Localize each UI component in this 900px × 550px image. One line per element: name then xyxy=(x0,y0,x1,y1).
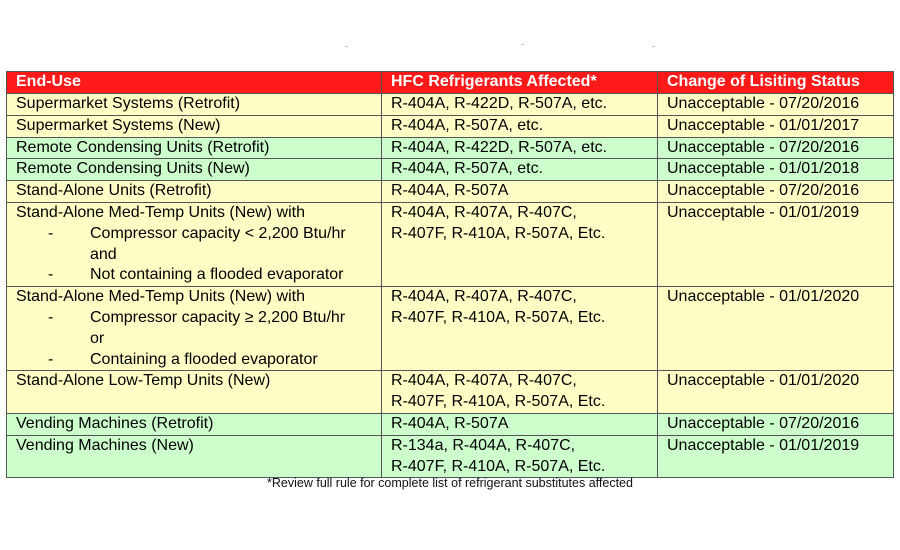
table-row xyxy=(7,94,894,116)
end-use-label: Stand-Alone Med-Temp Units (New) with xyxy=(16,203,305,221)
dash-bullet: - xyxy=(48,308,54,326)
status-cell: Unacceptable - 01/01/2020 xyxy=(658,371,894,414)
status-cell: Unacceptable - 01/01/2017 xyxy=(658,115,894,137)
table-row xyxy=(7,181,894,203)
table-row xyxy=(7,287,894,371)
table-row xyxy=(7,371,894,414)
refrigerants-cell xyxy=(382,413,658,435)
refrigerants-cell xyxy=(382,202,658,286)
table-row xyxy=(7,413,894,435)
refrigerants-cell xyxy=(382,181,658,203)
table-row xyxy=(7,435,894,478)
end-use-conditions xyxy=(16,308,381,370)
table-row xyxy=(7,159,894,181)
refrigerants-cell xyxy=(382,115,658,137)
condition-connector: or xyxy=(90,329,105,347)
end-use-conditions xyxy=(16,224,381,286)
end-use-label: Stand-Alone Med-Temp Units (New) with xyxy=(16,288,305,306)
refrigerants-cell xyxy=(382,435,658,478)
artifact-speck xyxy=(652,46,655,47)
refrigerants-text: R-407F, R-410A, R-507A, Etc. xyxy=(391,457,606,475)
refrigerants-cell xyxy=(382,137,658,159)
header-end-use: End-Use xyxy=(7,72,382,94)
condition-item xyxy=(16,224,381,245)
footnote: *Review full rule for complete list of refrigerant substitutes affected xyxy=(267,476,633,490)
end-use-cell xyxy=(7,202,382,286)
refrigerants-text: R-404A, R-422D, R-507A, etc. xyxy=(391,138,608,156)
status-cell: Unacceptable - 01/01/2018 xyxy=(658,159,894,181)
table-row xyxy=(7,202,894,286)
end-use-cell xyxy=(7,115,382,137)
condition-text: Compressor capacity < 2,200 Btu/hr xyxy=(90,224,346,242)
refrigerants-cell xyxy=(382,371,658,414)
refrigerants-text: R-134a, R-404A, R-407C, xyxy=(391,436,576,454)
end-use-label: Vending Machines (New) xyxy=(16,436,194,454)
table-row xyxy=(7,115,894,137)
refrigerants-cell xyxy=(382,159,658,181)
hfc-refrigerants-table xyxy=(6,71,894,478)
status-cell: Unacceptable - 07/20/2016 xyxy=(658,413,894,435)
end-use-cell xyxy=(7,137,382,159)
header-hfc-refrigerants: HFC Refrigerants Affected* xyxy=(382,72,658,94)
table-row xyxy=(7,137,894,159)
condition-text: Not containing a flooded evaporator xyxy=(90,266,344,284)
status-cell: Unacceptable - 07/20/2016 xyxy=(658,94,894,116)
refrigerants-text: R-404A, R-507A, etc. xyxy=(391,160,544,178)
status-cell: Unacceptable - 07/20/2016 xyxy=(658,137,894,159)
refrigerants-text: R-407F, R-410A, R-507A, Etc. xyxy=(391,224,606,242)
top-artifacts xyxy=(0,44,900,50)
end-use-cell xyxy=(7,435,382,478)
condition-item xyxy=(16,308,381,329)
refrigerants-cell xyxy=(382,94,658,116)
end-use-label: Stand-Alone Low-Temp Units (New) xyxy=(16,372,271,390)
end-use-cell xyxy=(7,159,382,181)
status-cell: Unacceptable - 07/20/2016 xyxy=(658,181,894,203)
refrigerants-text: R-404A, R-407A, R-407C, xyxy=(391,288,577,306)
end-use-cell xyxy=(7,94,382,116)
end-use-cell xyxy=(7,371,382,414)
refrigerants-text: R-404A, R-507A, etc. xyxy=(391,116,544,134)
artifact-speck xyxy=(521,44,524,45)
condition-text: Compressor capacity ≥ 2,200 Btu/hr xyxy=(90,308,346,326)
end-use-label: Supermarket Systems (Retrofit) xyxy=(16,95,241,112)
header-listing-status: Change of Lisiting Status xyxy=(658,72,894,94)
refrigerants-text: R-407F, R-410A, R-507A, Etc. xyxy=(391,308,606,326)
artifact-speck xyxy=(345,46,348,47)
end-use-cell xyxy=(7,181,382,203)
condition-item xyxy=(16,350,381,371)
refrigerants-cell xyxy=(382,287,658,371)
status-cell: Unacceptable - 01/01/2019 xyxy=(658,435,894,478)
dash-bullet: - xyxy=(48,350,54,368)
status-cell: Unacceptable - 01/01/2019 xyxy=(658,202,894,286)
end-use-label: Vending Machines (Retrofit) xyxy=(16,414,214,432)
condition-text: Containing a flooded evaporator xyxy=(90,350,318,368)
dash-bullet: - xyxy=(48,266,54,284)
refrigerants-text: R-404A, R-507A xyxy=(391,414,509,432)
refrigerants-text: R-404A, R-422D, R-507A, etc. xyxy=(391,95,608,112)
condition-item xyxy=(16,265,381,286)
dash-bullet: - xyxy=(48,224,54,242)
table-header-row xyxy=(7,72,894,94)
refrigerants-text: R-407F, R-410A, R-507A, Etc. xyxy=(391,393,606,411)
table-body xyxy=(7,94,894,478)
refrigerants-text: R-404A, R-507A xyxy=(391,182,509,200)
end-use-cell xyxy=(7,413,382,435)
condition-connector: and xyxy=(90,245,117,263)
end-use-label: Stand-Alone Units (Retrofit) xyxy=(16,182,212,200)
refrigerants-text: R-404A, R-407A, R-407C, xyxy=(391,372,577,390)
end-use-label: Supermarket Systems (New) xyxy=(16,116,221,134)
end-use-label: Remote Condensing Units (Retrofit) xyxy=(16,138,270,156)
end-use-cell xyxy=(7,287,382,371)
refrigerants-text: R-404A, R-407A, R-407C, xyxy=(391,203,577,221)
end-use-label: Remote Condensing Units (New) xyxy=(16,160,250,178)
status-cell: Unacceptable - 01/01/2020 xyxy=(658,287,894,371)
